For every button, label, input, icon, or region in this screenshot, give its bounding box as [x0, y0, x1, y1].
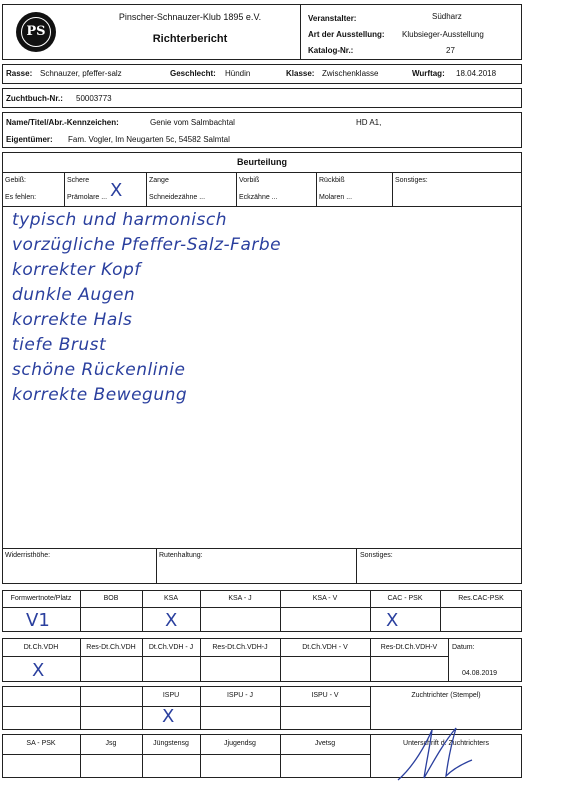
judge-signature	[396, 724, 476, 784]
missing-label: Es fehlen:	[5, 194, 37, 201]
studbook-value: 50003773	[76, 94, 112, 103]
hdr-ispu-j: ISPU - J	[226, 692, 254, 699]
col-scissor: Schere	[67, 177, 90, 184]
hdr-cac: CAC - PSK	[387, 595, 423, 602]
hdr-ispu-v: ISPU - V	[311, 692, 339, 699]
whelp-value: 18.04.2018	[456, 69, 497, 78]
hdr-jvetsg: Jvetsg	[314, 740, 336, 747]
sex-label: Geschlecht:	[170, 69, 216, 78]
note-line: korrekte Hals	[12, 310, 133, 330]
teeth-label: Gebiß:	[5, 177, 27, 184]
report-title: Richterbericht	[152, 33, 228, 45]
result-ksa-mark: X	[165, 610, 178, 631]
hdr-jsg: Jsg	[105, 740, 117, 747]
hdr-ispu: ISPU	[162, 692, 180, 699]
name-label: Name/Titel/Abr.-Kennzeichen:	[6, 118, 119, 127]
col-undershot: Rückbiß	[319, 177, 345, 184]
col-overshot: Vorbiß	[239, 177, 260, 184]
show-type-label: Art der Ausstellung:	[308, 30, 385, 39]
result-dtch-mark: X	[32, 660, 45, 681]
note-line: typisch und harmonisch	[12, 210, 227, 230]
hdr-res-dtch: Res-Dt.Ch.VDH	[86, 644, 136, 651]
club-name: Pinscher-Schnauzer-Klub 1895 e.V.	[118, 12, 262, 22]
hdr-sa-psk: SA - PSK	[26, 740, 56, 747]
hdr-dtch: Dt.Ch.VDH	[23, 644, 59, 651]
breed-value: Schnauzer, pfeffer-salz	[40, 69, 122, 78]
hdr-jjugendsg: Jjugendsg	[224, 740, 256, 747]
class-value: Zwischenklasse	[322, 69, 379, 78]
note-line: dunkle Augen	[12, 285, 136, 305]
logo-text: PS	[26, 24, 46, 39]
col-pincer: Zange	[149, 177, 169, 184]
sex-value: Hündin	[225, 69, 251, 78]
hdr-judge-stamp: Zuchtrichter (Stempel)	[411, 692, 481, 699]
owner-label: Eigentümer:	[6, 135, 53, 144]
result-cac-mark: X	[386, 610, 399, 631]
studbook-label: Zuchtbuch-Nr.:	[6, 94, 63, 103]
organizer-value: Südharz	[432, 12, 462, 21]
whelp-label: Wurftag:	[412, 69, 445, 78]
hdr-dtch-j: Dt.Ch.VDH - J	[148, 644, 194, 651]
hdr-formwert: Formwertnote/Platz	[10, 595, 72, 602]
result-date-value: 04.08.2019	[462, 670, 498, 677]
col-canines: Eckzähne ...	[239, 194, 278, 201]
col-other: Sonstiges:	[395, 177, 428, 184]
result-ispu-mark: X	[162, 706, 175, 727]
name-value: Genie vom Salmbachtal	[150, 118, 235, 127]
note-line: vorzügliche Pfeffer-Salz-Farbe	[12, 235, 282, 255]
breed-label: Rasse:	[6, 69, 33, 78]
note-line: schöne Rückenlinie	[12, 360, 186, 380]
note-line: korrekte Bewegung	[12, 385, 188, 405]
catalog-label: Katalog-Nr.:	[308, 46, 354, 55]
hdr-juengstensg: Jüngstensg	[153, 740, 189, 747]
club-logo	[16, 12, 56, 52]
hdr-ksa-j: KSA - J	[228, 595, 252, 602]
hdr-date: Datum:	[452, 644, 475, 651]
note-line: korrekter Kopf	[12, 260, 141, 280]
owner-value: Fam. Vogler, Im Neugarten 5c, 54582 Salmtal	[68, 135, 230, 144]
result-formwert-value: V1	[26, 610, 50, 631]
hdr-bob: BOB	[103, 595, 119, 602]
catalog-value: 27	[446, 46, 455, 55]
withers-label: Widerristhöhe:	[5, 552, 51, 559]
hdr-ksa: KSA	[163, 595, 178, 602]
hdr-judge-signature: Unterschrift d. Zuchtrichters	[403, 740, 489, 747]
col-incisors: Schneidezähne ...	[149, 194, 206, 201]
hdr-ksa-v: KSA - V	[312, 595, 338, 602]
other-label: Sonstiges:	[360, 552, 393, 559]
hd-value: HD A1,	[356, 118, 382, 127]
scissor-check-mark: X	[110, 180, 123, 201]
note-line: tiefe Brust	[12, 335, 107, 355]
hdr-res-dtch-j: Res-Dt.Ch.VDH-J	[212, 644, 268, 651]
tail-label: Rutenhaltung:	[159, 552, 203, 559]
hdr-dtch-v: Dt.Ch.VDH - V	[302, 644, 348, 651]
assessment-title: Beurteilung	[236, 157, 287, 167]
hdr-res-cac: Res.CAC-PSK	[458, 595, 504, 602]
show-type-value: Klubsieger-Ausstellung	[402, 30, 484, 39]
col-molars: Molaren ...	[319, 194, 353, 201]
col-premolars: Prämolare ...	[67, 194, 108, 201]
class-label: Klasse:	[286, 69, 315, 78]
organizer-label: Veranstalter:	[308, 14, 357, 23]
hdr-res-dtch-v: Res-Dt.Ch.VDH-V	[380, 644, 438, 651]
